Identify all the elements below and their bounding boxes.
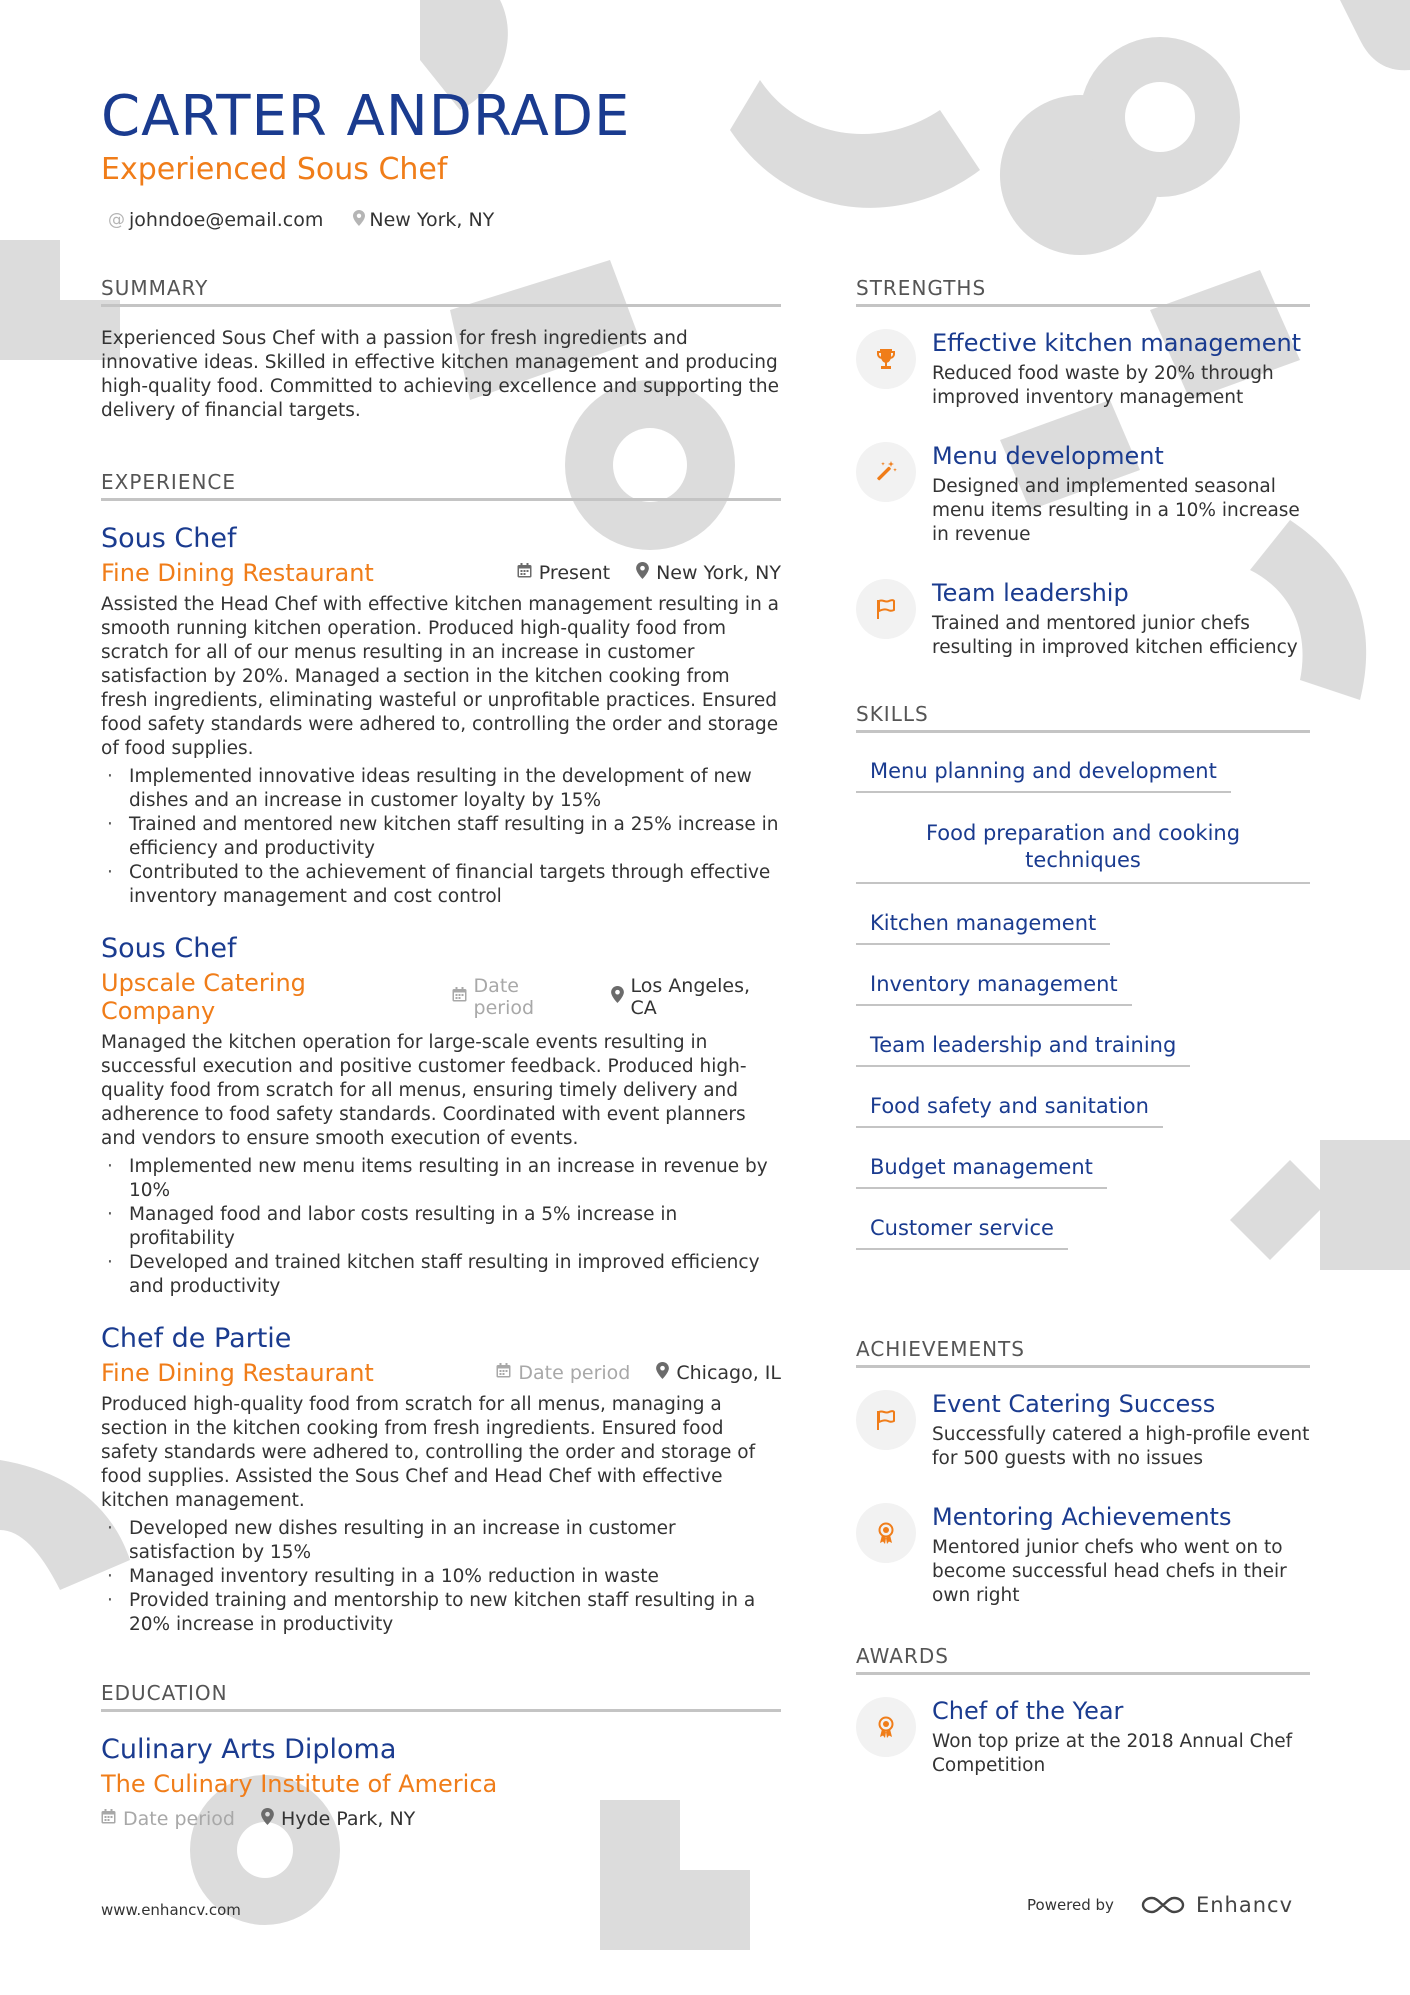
job-title: Sous Chef [101,523,237,554]
job-meta [491,562,781,584]
education-school: The Culinary Institute of America [101,1770,498,1798]
job-bullets [101,1517,781,1637]
job-meta [426,975,781,1019]
job-company-row [101,1359,781,1387]
job-period [496,1362,630,1384]
achievement-item [856,1388,1310,1471]
location-pin-icon [261,1808,274,1830]
brand-logo[interactable] [1140,1893,1293,1917]
job-bullet: · Managed food and labor costs resulting in a 5% increase in profitability [101,1203,781,1251]
achievement-title: Mentoring Achievements [932,1503,1232,1531]
calendar-icon [452,987,467,1007]
medal-icon [856,1697,916,1757]
education-meta [101,1808,781,1830]
job-title: Sous Chef [101,933,237,964]
strength-description: Designed and implemented seasonal menu items resulting in a 10% increase in revenue [932,476,1300,545]
job-location-text: New York, NY [656,562,781,584]
job-description: Assisted the Head Chef with effective kitchen management resulting in a smooth running kitchen operation. Produced high-quality food from scratch for all of our menus resulting in an increase in customer satisfaction by 20%. Managed a section in the kitchen cooking from fresh ingredients, eliminating wasteful or unprofitable practices. Ensured food safety standards were adhered to, controlling the order and storage of food supplies. [101,594,780,759]
calendar-icon [496,1363,511,1383]
award-item [856,1695,1310,1778]
magic-wand-icon [856,442,916,502]
powered-by-label: Powered by [1027,1896,1114,1914]
experience-item [101,931,781,1299]
summary-text: Experienced Sous Chef with a passion for fresh ingredients and innovative ideas. Skilled in effective kitchen management and producing high-quality food. Committed to achieving excellence and supporting the delivery of financial targets. [101,328,780,421]
achievement-description: Successfully catered a high-profile event for 500 guests with no issues [932,1424,1310,1469]
achievement-description: Mentored junior chefs who went on to become successful head chefs in their own right [932,1537,1287,1606]
job-company-row [101,559,781,587]
achievement-title: Event Catering Success [932,1390,1216,1418]
award-title: Chef of the Year [932,1697,1124,1725]
experience-heading: EXPERIENCE [101,470,781,501]
brand-name: Enhancv [1195,1893,1293,1917]
summary-heading: SUMMARY [101,276,781,307]
education-heading: EDUCATION [101,1681,781,1712]
email-text: johndoe@email.com [129,209,324,231]
job-period [452,975,585,1019]
job-meta [470,1362,781,1384]
job-bullet: · Developed new dishes resulting in an increase in customer satisfaction by 15% [101,1517,781,1565]
job-bullets [101,1155,781,1299]
awards-heading: AWARDS [856,1644,1310,1675]
location-pin-icon [656,1362,669,1384]
location-pin-icon [353,210,365,231]
skill-tag: Kitchen management [856,905,1110,945]
job-bullet: · Contributed to the achievement of financial targets through effective inventory management and cost control [101,861,781,909]
job-description: Produced high-quality food from scratch for all menus, managing a section in the kitchen cooking from fresh ingredients. Ensured food safety standards were adhered to, controlling the order and storage of food supplies. Assisted the Sous Chef and Head Chef with effective kitchen management. [101,1394,756,1511]
left-column [101,276,781,1830]
strengths-heading: STRENGTHS [856,276,1310,307]
strength-item [856,577,1310,660]
candidate-name: CARTER ANDRADE [101,84,631,149]
job-bullet: · Developed and trained kitchen staff resulting in improved efficiency and productivity [101,1251,781,1299]
award-description: Won top prize at the 2018 Annual Chef Competition [932,1731,1293,1776]
job-location [656,1362,781,1384]
location-text: New York, NY [369,209,495,231]
job-company: Upscale Catering Company [101,969,306,1025]
flag-icon [856,579,916,639]
job-period-text: Date period [518,1362,631,1384]
location-pin-icon [611,986,624,1008]
trophy-icon [856,329,916,389]
skill-tag: Food safety and sanitation [856,1088,1163,1128]
education-location [261,1808,415,1830]
enhancv-logo-icon [1140,1894,1186,1916]
strength-description: Trained and mentored junior chefs resulting in improved kitchen efficiency [932,613,1298,658]
strength-item [856,327,1310,410]
skill-tag: Team leadership and training [856,1027,1190,1067]
job-location-text: Chicago, IL [676,1362,781,1384]
location-pin-icon [636,562,649,584]
calendar-icon [517,563,532,583]
calendar-icon [101,1809,116,1829]
skill-tag: Inventory management [856,966,1132,1006]
job-bullet: · Implemented new menu items resulting in an increase in revenue by 10% [101,1155,781,1203]
education-period-text: Date period [123,1808,235,1830]
skills-heading: SKILLS [856,702,1310,733]
achievements-heading: ACHIEVEMENTS [856,1337,1310,1368]
job-company-row [101,969,781,1025]
job-bullets [101,765,781,909]
job-period-text: Date period [473,975,535,1019]
experience-item [101,1321,781,1637]
education-location-text: Hyde Park, NY [280,1808,416,1830]
job-bullet: · Managed inventory resulting in a 10% reduction in waste [101,1565,781,1589]
medal-icon [856,1503,916,1563]
job-description: Managed the kitchen operation for large-scale events resulting in successful execution and positive customer feedback. Produced high-quality food from scratch for all menus, ensuring timely delivery and adherence to food safety standards. Coordinated with event planners and vendors to ensure smooth execution of events. [101,1032,747,1149]
job-company: Fine Dining Restaurant [101,559,374,587]
skill-tag: Food preparation and cooking techniques [856,814,1310,884]
job-period-text: Present [538,562,611,584]
skill-tag: Customer service [856,1210,1068,1250]
skills-list [856,753,1310,1271]
skill-tag: Budget management [856,1149,1107,1189]
right-column [856,276,1310,1808]
skill-tag: Menu planning and development [856,753,1231,793]
education-degree: Culinary Arts Diploma [101,1734,397,1765]
candidate-title: Experienced Sous Chef [101,152,448,187]
job-bullet: · Trained and mentored new kitchen staff resulting in a 25% increase in efficiency and productivity [101,813,781,861]
achievement-item [856,1501,1310,1608]
contact-location [353,209,494,231]
job-company: Fine Dining Restaurant [101,1359,374,1387]
job-location [611,975,782,1019]
strength-item [856,440,1310,547]
at-icon: @ [108,210,125,230]
strength-title: Menu development [932,442,1164,470]
strength-description: Reduced food waste by 20% through improved inventory management [932,363,1274,408]
job-bullet: · Implemented innovative ideas resulting in the development of new dishes and an increase in customer loyalty by 15% [101,765,781,813]
contact-email[interactable] [108,209,323,231]
contact-bar [108,209,524,231]
flag-icon [856,1390,916,1450]
job-location-text: Los Angeles, CA [630,975,751,1019]
strength-title: Effective kitchen management [932,329,1302,357]
footer-powered-by [1027,1893,1293,1917]
strength-title: Team leadership [932,579,1129,607]
footer-website-link[interactable]: www.enhancv.com [101,1901,241,1919]
job-location [636,562,781,584]
job-title: Chef de Partie [101,1323,292,1354]
job-period [517,562,610,584]
experience-item [101,521,781,909]
job-bullet: · Provided training and mentorship to new kitchen staff resulting in a 20% increase in productivity [101,1589,781,1637]
education-period [101,1808,235,1830]
